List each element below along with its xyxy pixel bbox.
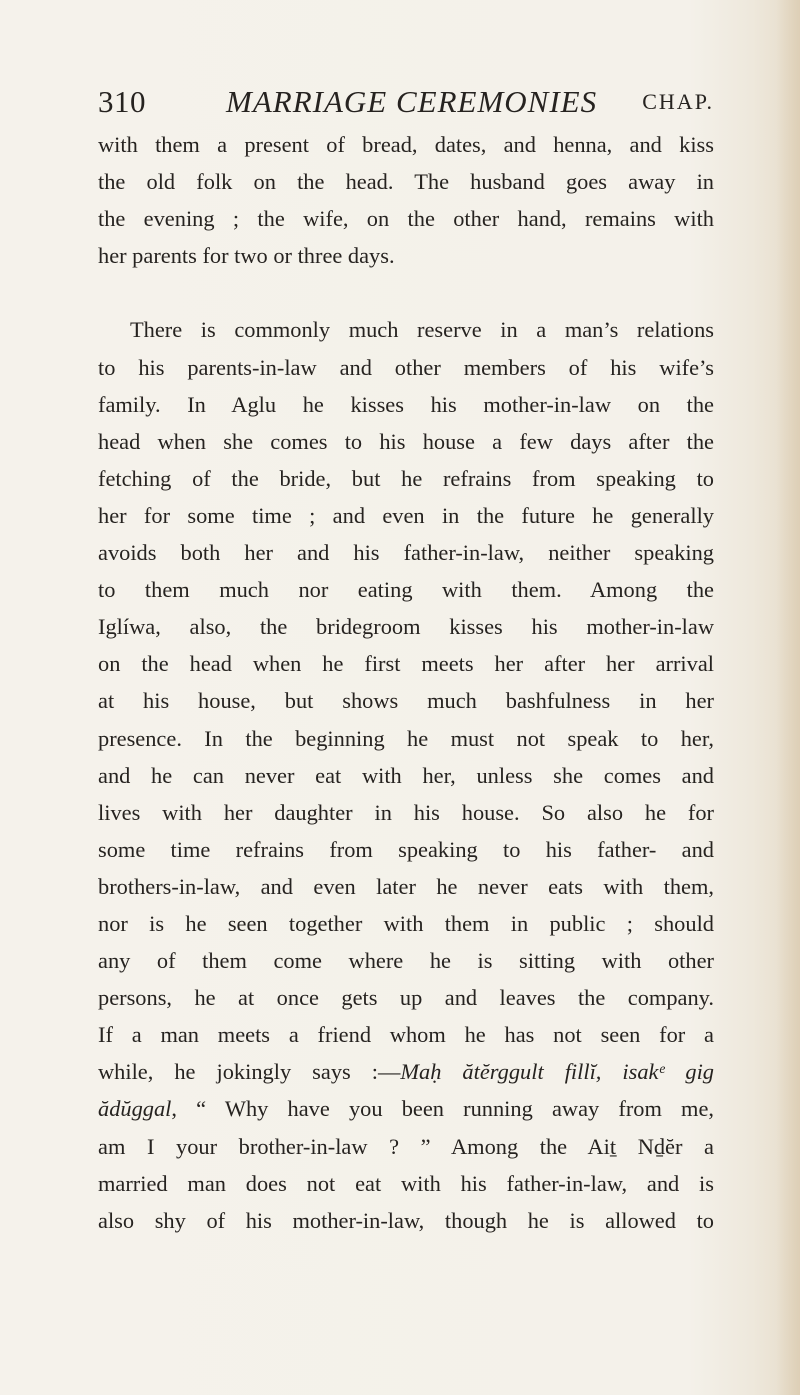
- text-line: head when she comes to his house a few days after the: [98, 428, 714, 454]
- text-line: lives with her daughter in his house. So also he for: [98, 799, 714, 825]
- chapter-label: CHAP.: [642, 89, 714, 114]
- text-line: the evening ; the wife, on the other hand, remains with: [98, 206, 714, 232]
- berber-phrase: Maḥ ătĕrggult fillĭ, isakᵉ gig: [400, 1059, 714, 1085]
- text-line: some time refrains from speaking to his father- and: [98, 836, 714, 862]
- text-line: her parents for two or three days.: [98, 243, 395, 269]
- text-line: on the head when he first meets her after her arrival: [98, 651, 714, 677]
- text-line: and he can never eat with her, unless she comes and: [98, 762, 714, 788]
- text-line: to them much nor eating with them. Among the: [98, 577, 714, 603]
- text-line: There is commonly much reserve in a man’s relations: [130, 317, 714, 343]
- text-segment: while, he jokingly says :—: [98, 1059, 401, 1085]
- text-line: the old folk on the head. The husband goes away in: [98, 169, 714, 195]
- text-line: any of them come where he is sitting with other: [98, 948, 714, 974]
- page-edge-shadow: [776, 0, 800, 1395]
- page-header: [98, 84, 714, 128]
- text-line: fetching of the bride, but he refrains from speaking to: [98, 465, 714, 491]
- berber-phrase-end: ădŭggal: [98, 1096, 172, 1122]
- paragraph-gap: [98, 274, 714, 311]
- running-title: MARRIAGE CEREMONIES: [226, 84, 598, 119]
- text-line: to his parents-in-law and other members of his wife’s: [98, 354, 714, 380]
- text-line: family. In Aglu he kisses his mother-in-law on the: [98, 391, 714, 417]
- text-line: avoids both her and his father-in-law, neither speaking: [98, 540, 714, 566]
- text-line: brothers-in-law, and even later he never eats with them,: [98, 873, 714, 899]
- text-line: nor is he seen together with them in public ; should: [98, 910, 714, 936]
- text-line: also shy of his mother-in-law, though he is allowed to: [98, 1207, 714, 1233]
- text-line: her for some time ; and even in the future he generally: [98, 502, 714, 528]
- text-segment: , “ Why have you been running away from me,: [171, 1096, 714, 1122]
- text-line: If a man meets a friend whom he has not seen for a: [98, 1022, 714, 1048]
- text-line: persons, he at once gets up and leaves the company.: [98, 985, 714, 1011]
- text-line: with them a present of bread, dates, and henna, and kiss: [98, 132, 714, 157]
- text-line: Iglíwa, also, the bridegroom kisses his mother-in-law: [98, 614, 714, 640]
- page-number: 310: [98, 84, 146, 119]
- text-line: presence. In the beginning he must not speak to her,: [98, 725, 714, 751]
- body-text: [98, 126, 714, 1239]
- text-line: am I your brother-in-law ? ” Among the Aiṯ Nḏĕr a: [98, 1133, 714, 1159]
- text-line-with-quotation: [98, 1090, 714, 1127]
- text-line: married man does not eat with his father-in-law, and is: [98, 1170, 714, 1196]
- text-line: at his house, but shows much bashfulness in her: [98, 688, 714, 714]
- text-line-with-quotation: [98, 1053, 714, 1090]
